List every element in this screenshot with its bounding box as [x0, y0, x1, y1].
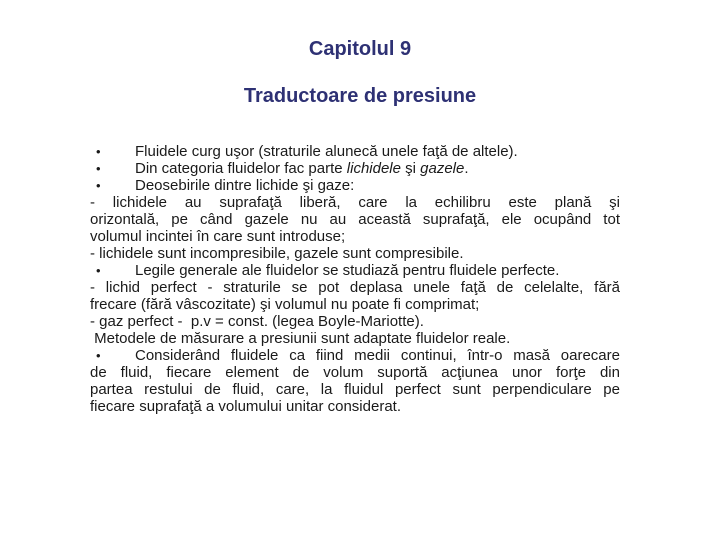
line: - lichidele sunt incompresibile, gazele sunt compresibile. — [90, 245, 464, 262]
line — [90, 262, 620, 279]
paragraph-fluid-categories — [90, 160, 620, 177]
slide-subtitle: Traductoare de presiune — [243, 85, 477, 107]
line — [90, 177, 620, 194]
line: - lichidele au suprafaţă liberă, care la echilibru este plană şi — [90, 194, 620, 211]
line: orizontală, pe când gazele nu au această suprafaţă, ele ocupând tot — [90, 211, 620, 228]
bullet-glyph: • — [96, 178, 101, 193]
line-text: Considerând fluidele ca fiind medii continui, într-o masă oarecare — [135, 347, 620, 364]
line: - lichid perfect - straturile se pot deplasa unele faţă de celelalte, fără — [90, 279, 620, 296]
line-text: Deosebirile dintre lichide şi gaze: — [135, 177, 355, 194]
slide-title: Capitolul 9 — [308, 38, 412, 60]
italic-term-gases: gazele — [420, 160, 465, 177]
paragraph-continuous-media — [90, 347, 620, 415]
bullet-glyph: • — [96, 263, 101, 278]
line: fiecare suprafaţă a volumului unitar considerat. — [90, 398, 402, 415]
paragraph-perfect-liquid — [90, 279, 620, 313]
paragraph-measurement-methods — [90, 330, 620, 347]
line: frecare (fără vâscozitate) şi volumul nu poate fi comprimat; — [90, 296, 480, 313]
paragraph-compressibility — [90, 245, 620, 262]
bullet-glyph: • — [96, 161, 101, 176]
paragraph-fluids-flow — [90, 143, 620, 160]
line — [90, 347, 620, 364]
bullet-glyph: • — [96, 348, 101, 363]
line: partea restului de fluid, care, la fluidul perfect sunt perpendiculare pe — [90, 381, 620, 398]
bullet-glyph: • — [96, 144, 101, 159]
line-text: Legile generale ale fluidelor se studiază pentru fluidele perfecte. — [135, 262, 560, 279]
line — [90, 160, 620, 177]
line — [90, 143, 620, 160]
paragraph-perfect-gas — [90, 313, 620, 330]
line-text: şi — [400, 160, 421, 177]
paragraph-free-surface — [90, 194, 620, 245]
line: Metodele de măsurare a presiunii sunt adaptate fluidelor reale. — [90, 330, 511, 347]
line: volumul incintei în care sunt introduse; — [90, 228, 346, 245]
line-text: Din categoria fluidelor fac parte — [135, 160, 347, 177]
paragraph-general-laws — [90, 262, 620, 279]
line-text: Fluidele curg uşor (straturile alunecă unele faţă de altele). — [135, 143, 518, 160]
line: de fluid, fiecare element de volum suportă acţiunea unor forţe din — [90, 364, 620, 381]
italic-term-liquids: lichidele — [346, 160, 401, 177]
line: - gaz perfect - p.v = const. (legea Boyle-Mariotte). — [90, 313, 424, 330]
paragraph-differences-heading — [90, 177, 620, 194]
slide-body — [90, 143, 620, 415]
line-text: . — [464, 160, 469, 177]
